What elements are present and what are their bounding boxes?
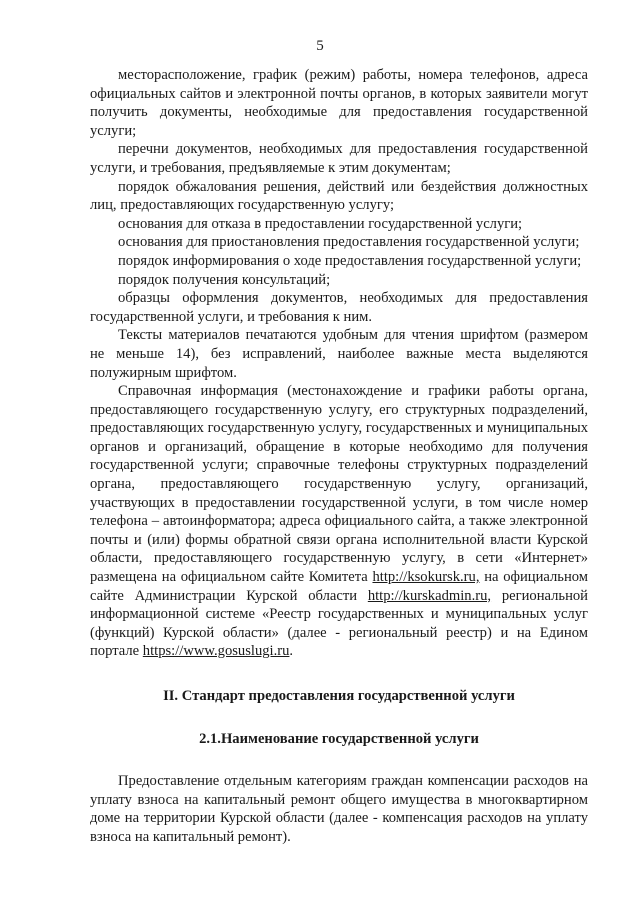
reference-text: . [289, 643, 294, 660]
reference-info-paragraph [90, 382, 588, 661]
reference-text: региональной информационной системе «Реестр государственных и муниципальных услуг (функций) Курской области» (далее - региональный реестр) и на Едином портале [90, 587, 588, 660]
gosuslugi-link[interactable]: https://www.gosuslugi.ru [142, 643, 290, 660]
list-item: основания для приостановления предоставления государственной услуги; [118, 234, 580, 251]
reference-text: на официальном сайте Администрации Курской области [90, 569, 589, 604]
list-item: образцы оформления документов, необходимых для предоставления государственной услуги, и требования к ним. [90, 290, 588, 325]
page-number: 5 [316, 38, 324, 54]
list-item: порядок получения консультаций; [118, 271, 331, 288]
ksokursk-link[interactable]: http://ksokursk.ru, [372, 569, 480, 586]
print-rules-paragraph: Тексты материалов печатаются удобным для чтения шрифтом (размером не меньше 14), без исправлений, наиболее важные места выделяются полужирным шрифтом. [90, 327, 588, 381]
service-name-paragraph: Предоставление отдельным категориям граждан компенсации расходов на уплату взноса на капитальный ремонт общего имущества в многоквартирном доме на территории Курской области (далее - компенсация расходов на уплату взноса на капитальный ремонт). [90, 773, 588, 845]
list-item: месторасположение, график (режим) работы, номера телефонов, адреса официальных сайтов и электронной почты органов, в которых заявители могут получить документы, необходимые для предоставления государственной услуги; [90, 67, 588, 139]
list-item: основания для отказа в предоставлении государственной услуги; [118, 215, 523, 232]
list-item: порядок обжалования решения, действий или бездействия должностных лиц, предоставляющих государственную услугу; [90, 178, 588, 214]
subsection-title: 2.1.Наименование государственной услуги [199, 730, 479, 747]
kurskadmin-link[interactable]: http://kurskadmin.ru, [367, 587, 492, 604]
list-item: порядок информирования о ходе предоставления государственной услуги; [118, 252, 582, 269]
reference-text: Справочная информация (местонахождение и графики работы органа, предоставляющего государственную услугу, его структурных подразделений, предоставляющих государственную услугу, государственных и муниципальных органов и организаций, обращение в которые необходимо для получения государственной услуги; справочные телефоны структурных подразделений органа, предоставляющего государственную услугу, организаций, участвующих в предоставлении государственной услуги, в том числе номер телефона – автоинформатора; адреса официального сайта, а также электронной почты и (или) формы обратной связи органа исполнительной власти Курской области, предоставляющего государственную услугу, в сети «Интернет» размещена на официальном сайте Комитета [90, 383, 588, 586]
list-item: перечни документов, необходимых для предоставления государственной услуги, и требования, предъявляемые к этим документам; [90, 141, 588, 176]
document-body [90, 66, 588, 847]
section-title: II. Стандарт предоставления государственной услуги [163, 688, 515, 704]
